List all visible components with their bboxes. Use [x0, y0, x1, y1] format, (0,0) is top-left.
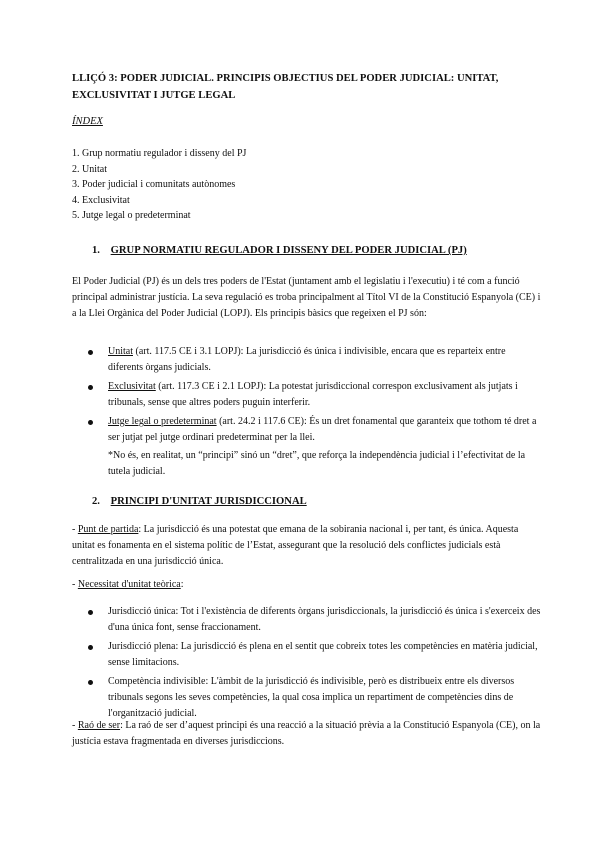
index-heading: ÍNDEX [72, 116, 103, 127]
list-item [72, 344, 542, 376]
bullet-icon [88, 680, 93, 685]
list-item [72, 379, 542, 411]
section-title: PRINCIPI D'UNITAT JURISDICCIONAL [110, 496, 307, 507]
paragraph-label: Necessitat d'unitat teòrica [77, 579, 181, 590]
bullet-text: (art. 24.2 i 117.6 CE): És un dret fonamental que garanteix que tothom té dret a ser jutjat pel jutge ordinari predeterminat per la llei. [108, 416, 537, 443]
bullet-term: Exclusivitat [108, 381, 156, 392]
bullet-icon [88, 350, 93, 355]
lesson-title: LLIÇÓ 3: PODER JUDICIAL. PRINCIPIS OBJECTIUS DEL PODER JUDICIAL: UNITAT, EXCLUSIVITAT I JUTGE LEGAL [72, 73, 499, 101]
index-item: 1. Grup normatiu regulador i disseny del PJ [72, 148, 247, 159]
bullet-text: Competència indivisible: L'àmbit de la jurisdicció és indivisible, però es distribueix entre els diversos tribunals segons les seves competències, la qual cosa implica un repartiment de competències dins de l'organització judicial. [108, 676, 515, 719]
index-item: 3. Poder judicial i comunitats autònomes [72, 179, 236, 190]
bullet-term: Unitat [108, 346, 133, 357]
list-item [72, 674, 542, 722]
section-2-unity-list [72, 604, 542, 725]
index-item: 5. Jutge legal o predeterminat [72, 210, 191, 221]
paragraph-text: : La raó de ser d’aquest principi és una reacció a la situació prèvia a la Constitució Espanyola (CE), on la justícia estava fragmentada en diverses jurisdiccions. [72, 720, 541, 747]
bullet-icon [88, 645, 93, 650]
bullet-text: (art. 117.5 CE i 3.1 LOPJ): La jurisdicció és única i indivisible, encara que es reparteix entre diferents òrgans judicials. [108, 346, 506, 373]
paragraph-text: : La jurisdicció és una potestat que emana de la sobirania nacional i, per tant, és única. Aquesta unitat es fonamenta en el sistema polític de l’Estat, assegurant que la resolució dels conflictes judicials està centralitzada en una jurisdicció única. [72, 524, 519, 567]
paragraph-label: Punt de partida [77, 524, 139, 535]
bullet-icon [88, 610, 93, 615]
list-item [72, 639, 542, 671]
bullet-text: Jurisdicció plena: La jurisdicció és plena en el sentit que cobreix totes les competències en matèria judicial, sense limitacions. [108, 641, 538, 668]
bullet-icon [88, 420, 93, 425]
starting-point-paragraph: - Punt de partida: La jurisdicció és una potestat que emana de la sobirania nacional i, per tant, és única. Aquesta unitat es fonamenta en el sistema polític de l’Estat, assegurant que la resolució dels conflictes judicials està centralitzada en una jurisdicció única. [72, 524, 519, 567]
index-item: 2. Unitat [72, 163, 107, 175]
section-1-principles-list [72, 344, 542, 483]
paragraph-suffix: : [180, 579, 184, 590]
paragraph-label: Raó de ser [77, 720, 121, 731]
bullet-icon [88, 385, 93, 390]
index-item: 4. Exclusivitat [72, 194, 130, 206]
list-item [72, 414, 542, 480]
reason-paragraph: - Raó de ser: La raó de ser d’aquest principi és una reacció a la situació prèvia a la Constitució Espanyola (CE), on la justícia estava fragmentada en diverses jurisdiccions. [72, 720, 541, 747]
theoretical-unity-paragraph: - Necessitat d'unitat teòrica: [72, 579, 184, 590]
section-number: 2. [92, 496, 100, 507]
note-text: *No és, en realitat, un “principi” sinó un “dret”, que reforça la independència judicial i l’efectivitat de la tutela judicial. [108, 450, 526, 477]
index-list [72, 146, 246, 224]
section-number: 1. [92, 245, 100, 256]
bullet-text: (art. 117.3 CE i 2.1 LOPJ): La potestat jurisdiccional correspon exclusivament als jutjats i tribunals, sense que altres poders puguin interferir. [108, 381, 518, 408]
section-1-heading [92, 243, 467, 259]
list-item [72, 604, 542, 636]
section-title: GRUP NORMATIU REGULADOR I DISSENY DEL PODER JUDICIAL (PJ) [110, 245, 467, 256]
section-1-intro: El Poder Judicial (PJ) és un dels tres poders de l'Estat (juntament amb el legislatiu i l'executiu) i té com a funció principal administrar justícia. La seva regulació es troba principalment al Títol VI de la Constitució Espanyola (CE) i a la Llei Orgànica del Poder Judicial (LOPJ). Els principis bàsics que regeixen el PJ són: [72, 276, 541, 319]
section-2-heading [92, 494, 307, 510]
bullet-term: Jutge legal o predeterminat [108, 416, 217, 427]
bullet-text: Jurisdicció única: Tot i l'existència de diferents òrgans jurisdiccionals, la jurisdicció és única i s'exerceix des d'una única font, sense fraccionament. [108, 606, 541, 633]
